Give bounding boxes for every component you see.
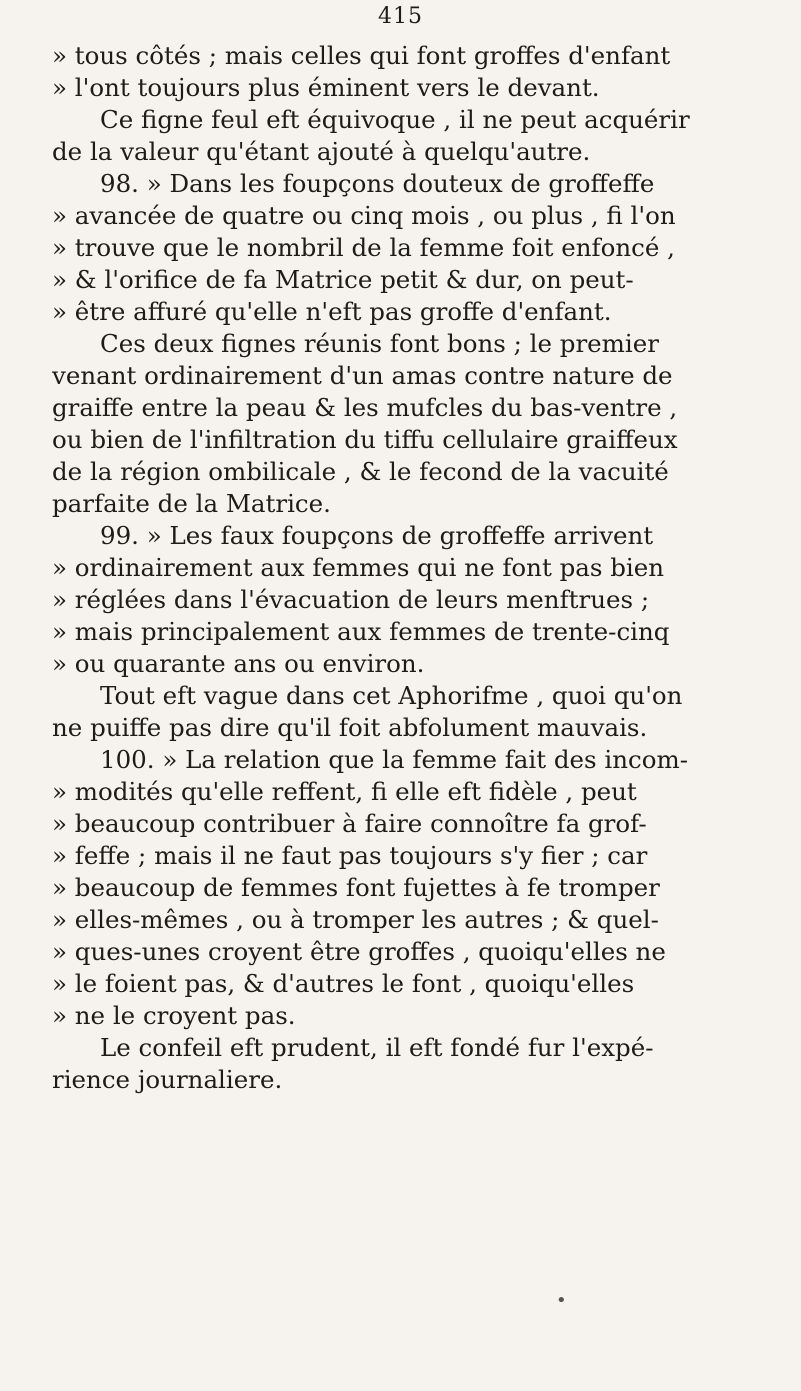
text-line: » avancée de quatre ou cinq mois , ou plus , fi l'on	[52, 201, 676, 230]
text-line: Tout eft vague dans cet Aphorifme , quoi qu'on	[100, 681, 683, 710]
text-line: » ne le croyent pas.	[52, 1001, 296, 1030]
text-line: ne puiffe pas dire qu'il foit abfolument mauvais.	[52, 713, 648, 742]
text-line: » réglées dans l'évacuation de leurs menftrues ;	[52, 585, 650, 614]
text-line: de la région ombilicale , & le fecond de la vacuité	[52, 457, 669, 486]
text-line: » mais principalement aux femmes de trente-cinq	[52, 617, 670, 646]
text-line: rience journaliere.	[52, 1065, 283, 1094]
text-line: graiffe entre la peau & les mufcles du bas-ventre ,	[52, 393, 678, 422]
text-line: » beaucoup contribuer à faire connoître fa grof-	[52, 809, 647, 838]
text-line: » feffe ; mais il ne faut pas toujours s'y fier ; car	[52, 841, 648, 870]
text-line: 99. » Les faux foupçons de groffeffe arrivent	[100, 521, 654, 550]
text-line: » tous côtés ; mais celles qui font groffes d'enfant	[52, 41, 671, 70]
text-line: Le confeil eft prudent, il eft fondé fur l'expé-	[100, 1033, 654, 1062]
text-line: » ques-unes croyent être groffes , quoiqu'elles ne	[52, 937, 666, 966]
text-line: Ce figne feul eft équivoque , il ne peut acquérir	[100, 105, 690, 134]
text-line: venant ordinairement d'un amas contre nature de	[52, 361, 673, 390]
text-line: ou bien de l'infiltration du tiffu cellulaire graiffeux	[52, 425, 678, 454]
text-line: parfaite de la Matrice.	[52, 489, 331, 518]
text-line: » trouve que le nombril de la femme foit enfoncé ,	[52, 233, 675, 262]
text-line: 100. » La relation que la femme fait des incom-	[100, 745, 689, 774]
text-line: » le foient pas, & d'autres le font , quoiqu'elles	[52, 969, 635, 998]
text-line: » être affuré qu'elle n'eft pas groffe d'enfant.	[52, 297, 612, 326]
text-line: » modités qu'elle reffent, fi elle eft fidèle , peut	[52, 777, 637, 806]
text-line: » l'ont toujours plus éminent vers le devant.	[52, 73, 600, 102]
text-line: » elles-mêmes , ou à tromper les autres ; & quel-	[52, 905, 659, 934]
text-line: 98. » Dans les foupçons douteux de groffeffe	[100, 169, 655, 198]
text-line: » ou quarante ans ou environ.	[52, 649, 425, 678]
text-line: Ces deux fignes réunis font bons ; le premier	[100, 329, 659, 358]
page-text-body	[52, 40, 741, 1096]
stray-dot-mark: •	[556, 1290, 567, 1311]
text-line: » & l'orifice de fa Matrice petit & dur, on peut-	[52, 265, 634, 294]
page-number: 415	[378, 4, 423, 29]
text-line: » beaucoup de femmes font fujettes à fe tromper	[52, 873, 660, 902]
text-line: » ordinairement aux femmes qui ne font pas bien	[52, 553, 665, 582]
text-line: de la valeur qu'étant ajouté à quelqu'autre.	[52, 137, 591, 166]
